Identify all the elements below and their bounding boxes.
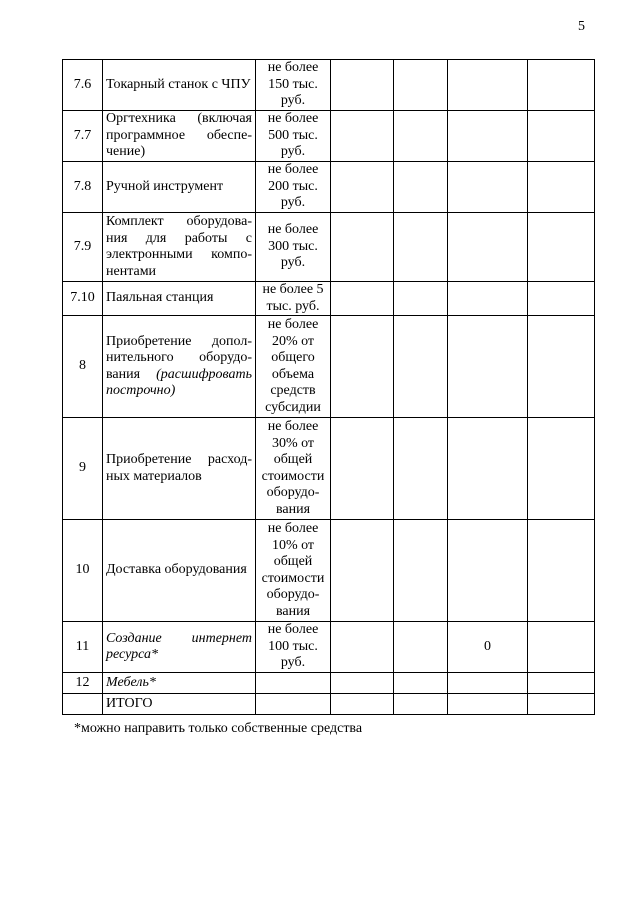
item-name: Создание интернет ресурса* [103,622,256,673]
limit-cell: не более 100 тыс. руб. [256,622,331,673]
row-number: 8 [63,316,103,418]
row-number: 11 [63,622,103,673]
limit-cell: не более 5 тыс. руб. [256,282,331,316]
table-row [63,162,595,213]
limit-cell: не более 10% от общей стоимости оборудо- вания [256,520,331,622]
item-name: Мебель* [103,673,256,694]
item-name: Приобретение расход-ных материалов [103,418,256,520]
item-name: Комплект оборудова-ния для работы с электронными компо-нентами [103,213,256,282]
item-name: Ручной инструмент [103,162,256,213]
budget-table [62,59,595,715]
page-number: 5 [578,19,585,34]
table-row [63,60,595,111]
table-row [63,694,595,715]
row-number: 7.6 [63,60,103,111]
row-number: 7.7 [63,111,103,162]
item-name: Доставка оборудования [103,520,256,622]
table-row [63,316,595,418]
value-cell: 0 [448,622,528,673]
table-row [63,520,595,622]
item-name: Приобретение допол-нительного оборудо-вания (расшифровать построчно) [103,316,256,418]
limit-cell: не более 30% от общей стоимости оборудо- вания [256,418,331,520]
row-number: 7.10 [63,282,103,316]
limit-cell: не более 300 тыс. руб. [256,213,331,282]
item-name: Оргтехника (включая программное обеспе-чение) [103,111,256,162]
footnote: *можно направить только собственные средства [74,721,363,736]
table-row [63,622,595,673]
row-number: 10 [63,520,103,622]
item-name: Токарный станок с ЧПУ [103,60,256,111]
table-row [63,673,595,694]
row-number [63,694,103,715]
row-number: 12 [63,673,103,694]
limit-cell: не более 20% от общего объема средств субсидии [256,316,331,418]
row-number: 9 [63,418,103,520]
limit-cell: не более 200 тыс. руб. [256,162,331,213]
limit-cell: не более 150 тыс. руб. [256,60,331,111]
limit-cell: не более 500 тыс. руб. [256,111,331,162]
item-name-italic: (расшифровать построчно) [106,366,252,398]
row-number: 7.9 [63,213,103,282]
table-row [63,111,595,162]
row-number: 7.8 [63,162,103,213]
total-label: ИТОГО [103,694,256,715]
table-row [63,418,595,520]
table-row [63,213,595,282]
item-name: Паяльная станция [103,282,256,316]
table-row [63,282,595,316]
